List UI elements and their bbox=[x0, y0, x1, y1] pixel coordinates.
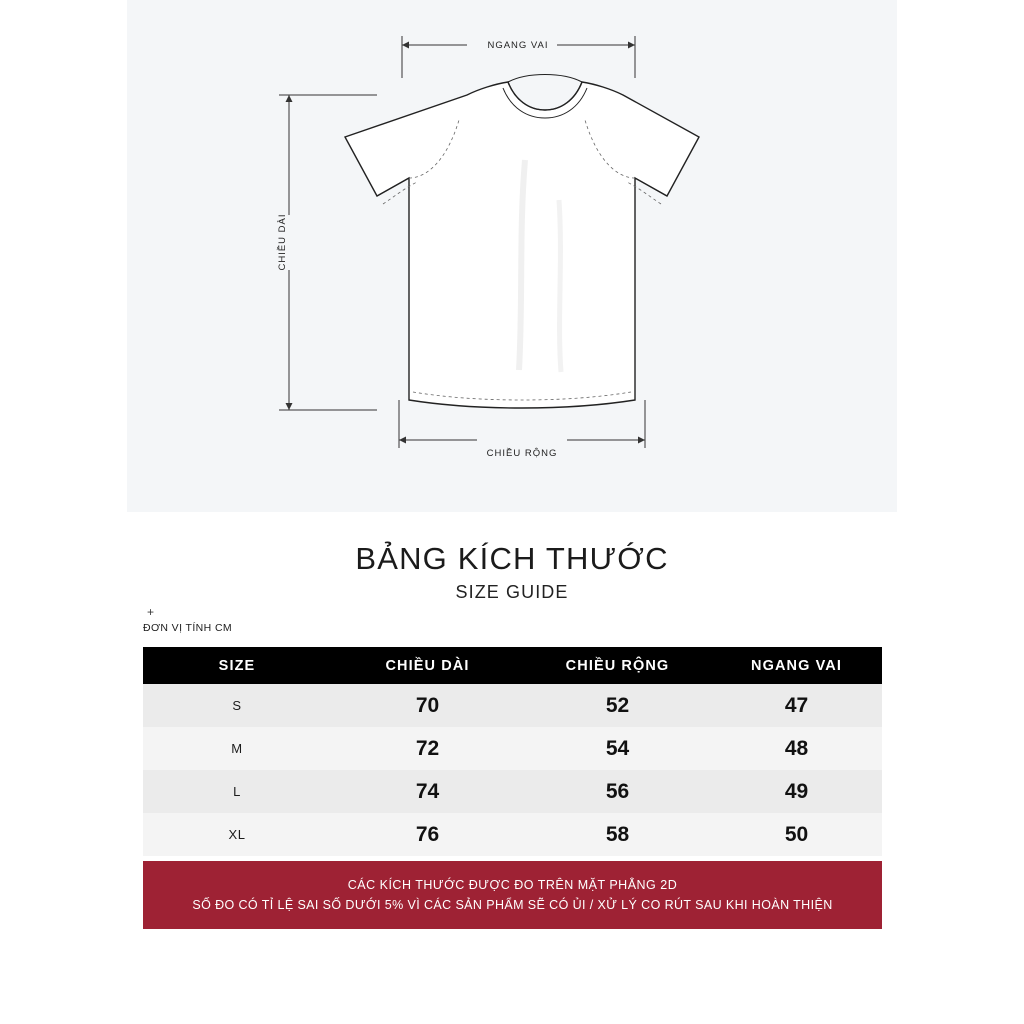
tshirt-shape bbox=[345, 75, 699, 409]
table-row bbox=[143, 813, 882, 856]
header-chieu-dai: CHIỀU DÀI bbox=[331, 647, 524, 684]
cell-shoulder: 50 bbox=[711, 813, 882, 856]
page-title: BẢNG KÍCH THƯỚC bbox=[355, 541, 669, 576]
tshirt-illustration-panel bbox=[127, 0, 897, 512]
plus-icon: + bbox=[147, 605, 155, 619]
disclaimer-line-1: CÁC KÍCH THƯỚC ĐƯỢC ĐO TRÊN MẶT PHẲNG 2D bbox=[347, 878, 678, 892]
cell-size: L bbox=[143, 770, 331, 813]
cell-width: 52 bbox=[524, 684, 711, 727]
cell-width: 58 bbox=[524, 813, 711, 856]
table-header-row bbox=[143, 647, 882, 684]
header-ngang-vai: NGANG VAI bbox=[711, 647, 882, 684]
cell-length: 72 bbox=[331, 727, 524, 770]
cell-length: 70 bbox=[331, 684, 524, 727]
size-table-body bbox=[143, 684, 882, 856]
label-ngang-vai: NGANG VAI bbox=[487, 40, 549, 51]
cell-length: 74 bbox=[331, 770, 524, 813]
cell-width: 56 bbox=[524, 770, 711, 813]
table-row bbox=[143, 684, 882, 727]
label-chieu-dai: CHIỀU DÀI bbox=[277, 213, 288, 271]
cell-shoulder: 47 bbox=[711, 684, 882, 727]
label-chieu-rong: CHIỀU RỘNG bbox=[486, 448, 558, 459]
table-row bbox=[143, 727, 882, 770]
unit-note: ĐƠN VỊ TÍNH CM bbox=[143, 622, 233, 634]
cell-size: XL bbox=[143, 813, 331, 856]
cell-width: 54 bbox=[524, 727, 711, 770]
cell-size: M bbox=[143, 727, 331, 770]
cell-size: S bbox=[143, 684, 331, 727]
header-chieu-rong: CHIỀU RỘNG bbox=[524, 647, 711, 684]
cell-shoulder: 48 bbox=[711, 727, 882, 770]
title-block bbox=[0, 540, 1024, 603]
cell-shoulder: 49 bbox=[711, 770, 882, 813]
size-table-head bbox=[143, 647, 882, 684]
size-table bbox=[143, 647, 882, 856]
tshirt-diagram-svg bbox=[127, 0, 897, 512]
disclaimer-line-2: SỐ ĐO CÓ TỈ LỆ SAI SỐ DƯỚI 5% VÌ CÁC SẢN PHẨM SẼ CÓ ỦI / XỬ LÝ CO RÚT SAU KHI HOÀN THIỆN bbox=[192, 898, 833, 912]
size-table-wrapper bbox=[143, 647, 882, 856]
page-subtitle: SIZE GUIDE bbox=[455, 582, 569, 602]
measurement-disclaimer bbox=[143, 861, 882, 929]
table-row bbox=[143, 770, 882, 813]
header-size: SIZE bbox=[143, 647, 331, 684]
cell-length: 76 bbox=[331, 813, 524, 856]
